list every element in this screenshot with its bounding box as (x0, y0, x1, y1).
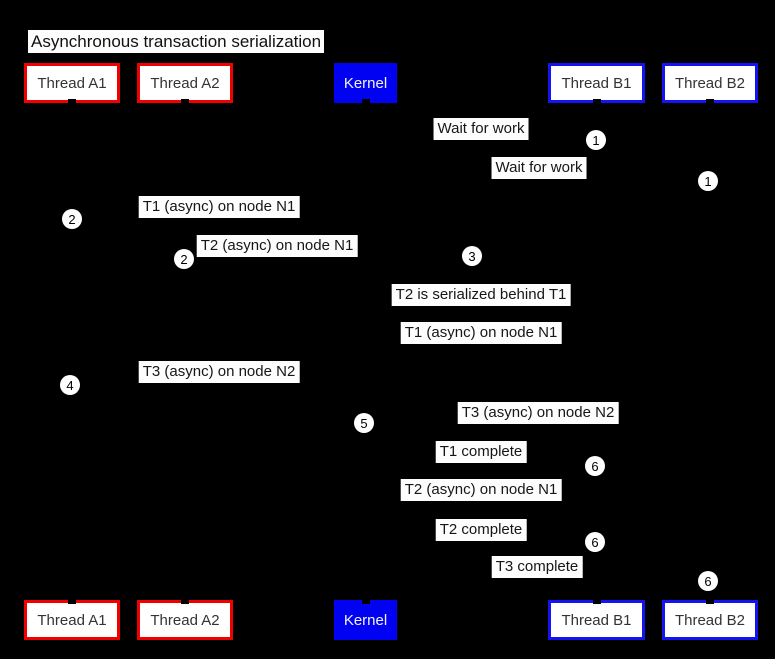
actor-label: Kernel (343, 74, 388, 92)
message-label: T3 (async) on node N2 (139, 361, 300, 383)
message-label: T2 complete (436, 519, 527, 541)
actor-label: Thread A1 (37, 74, 107, 92)
actor-thread-b1-top (548, 63, 645, 103)
actor-label: Thread B1 (561, 74, 632, 92)
actor-label: Thread A2 (150, 74, 220, 92)
actor-label: Thread A2 (150, 611, 220, 629)
diagram-title: Asynchronous transaction serialization (28, 30, 324, 53)
actor-thread-b1-bottom (548, 600, 645, 640)
message-label: T1 (async) on node N1 (401, 322, 562, 344)
message-label: T3 (async) on node N2 (458, 402, 619, 424)
message-label: T1 (async) on node N1 (139, 196, 300, 218)
sequence-number-badge: 6 (698, 571, 718, 591)
message-label: Wait for work (492, 157, 587, 179)
sequence-number-badge: 6 (585, 532, 605, 552)
sequence-number-badge: 2 (174, 249, 194, 269)
message-label: T2 (async) on node N1 (401, 479, 562, 501)
actor-thread-a1-top (24, 63, 120, 103)
actor-thread-a2-bottom (137, 600, 233, 640)
actor-thread-b2-top (662, 63, 758, 103)
message-label: T2 is serialized behind T1 (392, 284, 571, 306)
actor-kernel-top (334, 63, 397, 103)
sequence-number-badge: 1 (586, 130, 606, 150)
actor-thread-a2-top (137, 63, 233, 103)
message-label: T2 (async) on node N1 (197, 235, 358, 257)
actor-label: Thread B2 (674, 74, 746, 92)
message-label: T3 complete (492, 556, 583, 578)
actor-thread-b2-bottom (662, 600, 758, 640)
message-label: T1 complete (436, 441, 527, 463)
actor-thread-a1-bottom (24, 600, 120, 640)
actor-kernel-bottom (334, 600, 397, 640)
sequence-number-badge: 2 (62, 209, 82, 229)
actor-label: Thread B1 (561, 611, 632, 629)
sequence-number-badge: 5 (354, 413, 374, 433)
sequence-number-badge: 1 (698, 171, 718, 191)
sequence-number-badge: 6 (585, 456, 605, 476)
actor-label: Thread B2 (674, 611, 746, 629)
actor-label: Kernel (343, 611, 388, 629)
message-label: Wait for work (434, 118, 529, 140)
sequence-number-badge: 4 (60, 375, 80, 395)
sequence-number-badge: 3 (462, 246, 482, 266)
actor-label: Thread A1 (37, 611, 107, 629)
